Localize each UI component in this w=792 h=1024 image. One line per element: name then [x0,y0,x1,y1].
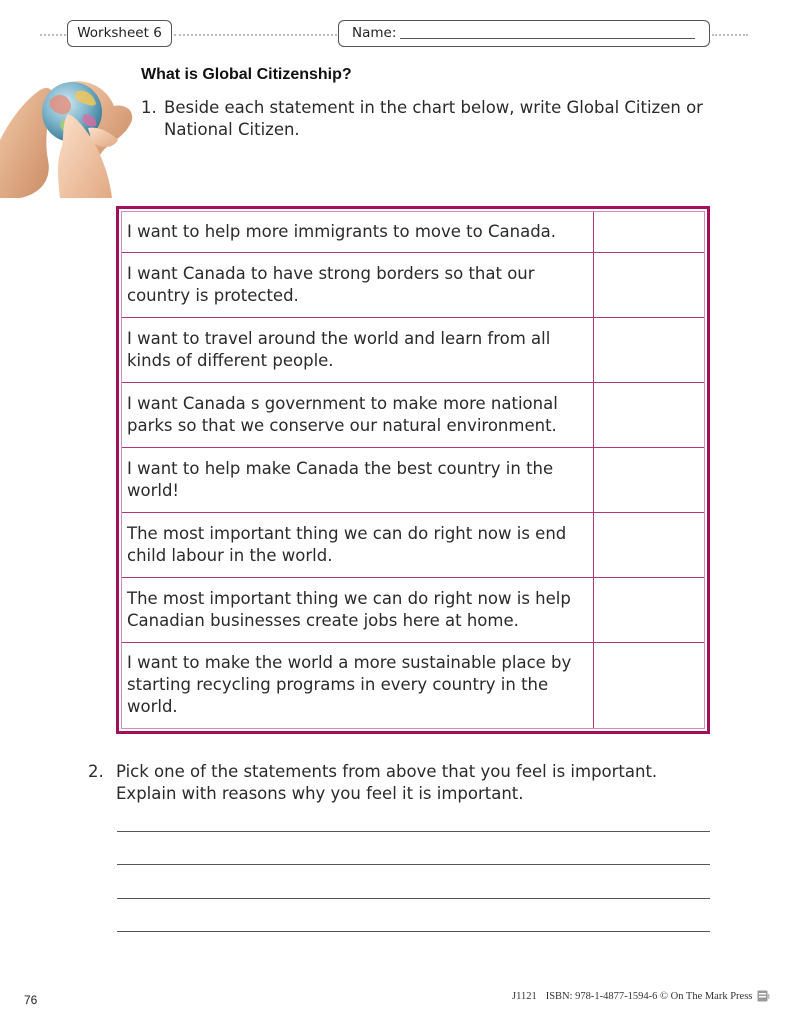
answer-cell[interactable] [594,512,705,577]
answer-cell[interactable] [594,252,705,317]
isbn-copyright: ISBN: 978-1-4877-1594-6 © On The Mark Press [545,990,753,1002]
header-dotted-rule-right [712,34,748,36]
answer-line[interactable] [117,864,710,865]
hands-globe-image [0,70,136,198]
question-2-text: Pick one of the statements from above that you feel is important. Explain with reasons why you feel it is important. [116,762,658,803]
answer-cell[interactable] [594,447,705,512]
question-1-number: 1. [141,98,157,117]
answer-cell[interactable] [594,642,705,728]
statement-cell: I want to help make Canada the best country in the world! [122,447,594,512]
question-2 [88,761,718,805]
answer-line[interactable] [117,831,710,832]
question-2-number: 2. [88,762,104,781]
answer-cell[interactable] [594,317,705,382]
footer-publisher-info [512,990,770,1002]
answer-cell[interactable] [594,577,705,642]
question-1 [141,97,721,141]
name-field-box [338,20,710,47]
statement-cell: The most important thing we can do right now is end child labour in the world. [122,512,594,577]
name-input-line[interactable] [400,38,695,39]
page-number: 76 [24,993,38,1007]
table-row [122,252,704,317]
worksheet-label: Worksheet 6 [77,25,162,41]
question-1-text: Beside each statement in the chart below, write Global Citizen or National Citizen. [164,98,703,139]
answer-line[interactable] [117,931,710,932]
statement-cell: I want to help more immigrants to move to Canada. [122,212,594,252]
publisher-logo-icon [757,990,770,1002]
answer-cell[interactable] [594,212,705,252]
table-row [122,512,704,577]
table-row [122,577,704,642]
table-row [122,642,704,728]
header-dotted-rule-left [40,34,66,36]
table-row [122,317,704,382]
worksheet-label-box [67,20,172,47]
statement-cell: The most important thing we can do right now is help Canadian businesses create jobs here at home. [122,577,594,642]
table-row [122,447,704,512]
header-dotted-rule-middle [174,34,337,36]
page-title: What is Global Citizenship? [141,66,352,83]
name-label: Name: [352,25,397,41]
statement-table [122,212,704,728]
product-code: J1121 [512,990,537,1002]
table-row [122,212,704,252]
table-row [122,382,704,447]
answer-line[interactable] [117,898,710,899]
citizenship-chart [116,206,710,734]
statement-cell: I want to travel around the world and learn from all kinds of different people. [122,317,594,382]
statement-cell: I want Canada s government to make more national parks so that we conserve our natural environment. [122,382,594,447]
answer-cell[interactable] [594,382,705,447]
statement-cell: I want Canada to have strong borders so that our country is protected. [122,252,594,317]
statement-cell: I want to make the world a more sustainable place by starting recycling programs in every country in the world. [122,642,594,728]
